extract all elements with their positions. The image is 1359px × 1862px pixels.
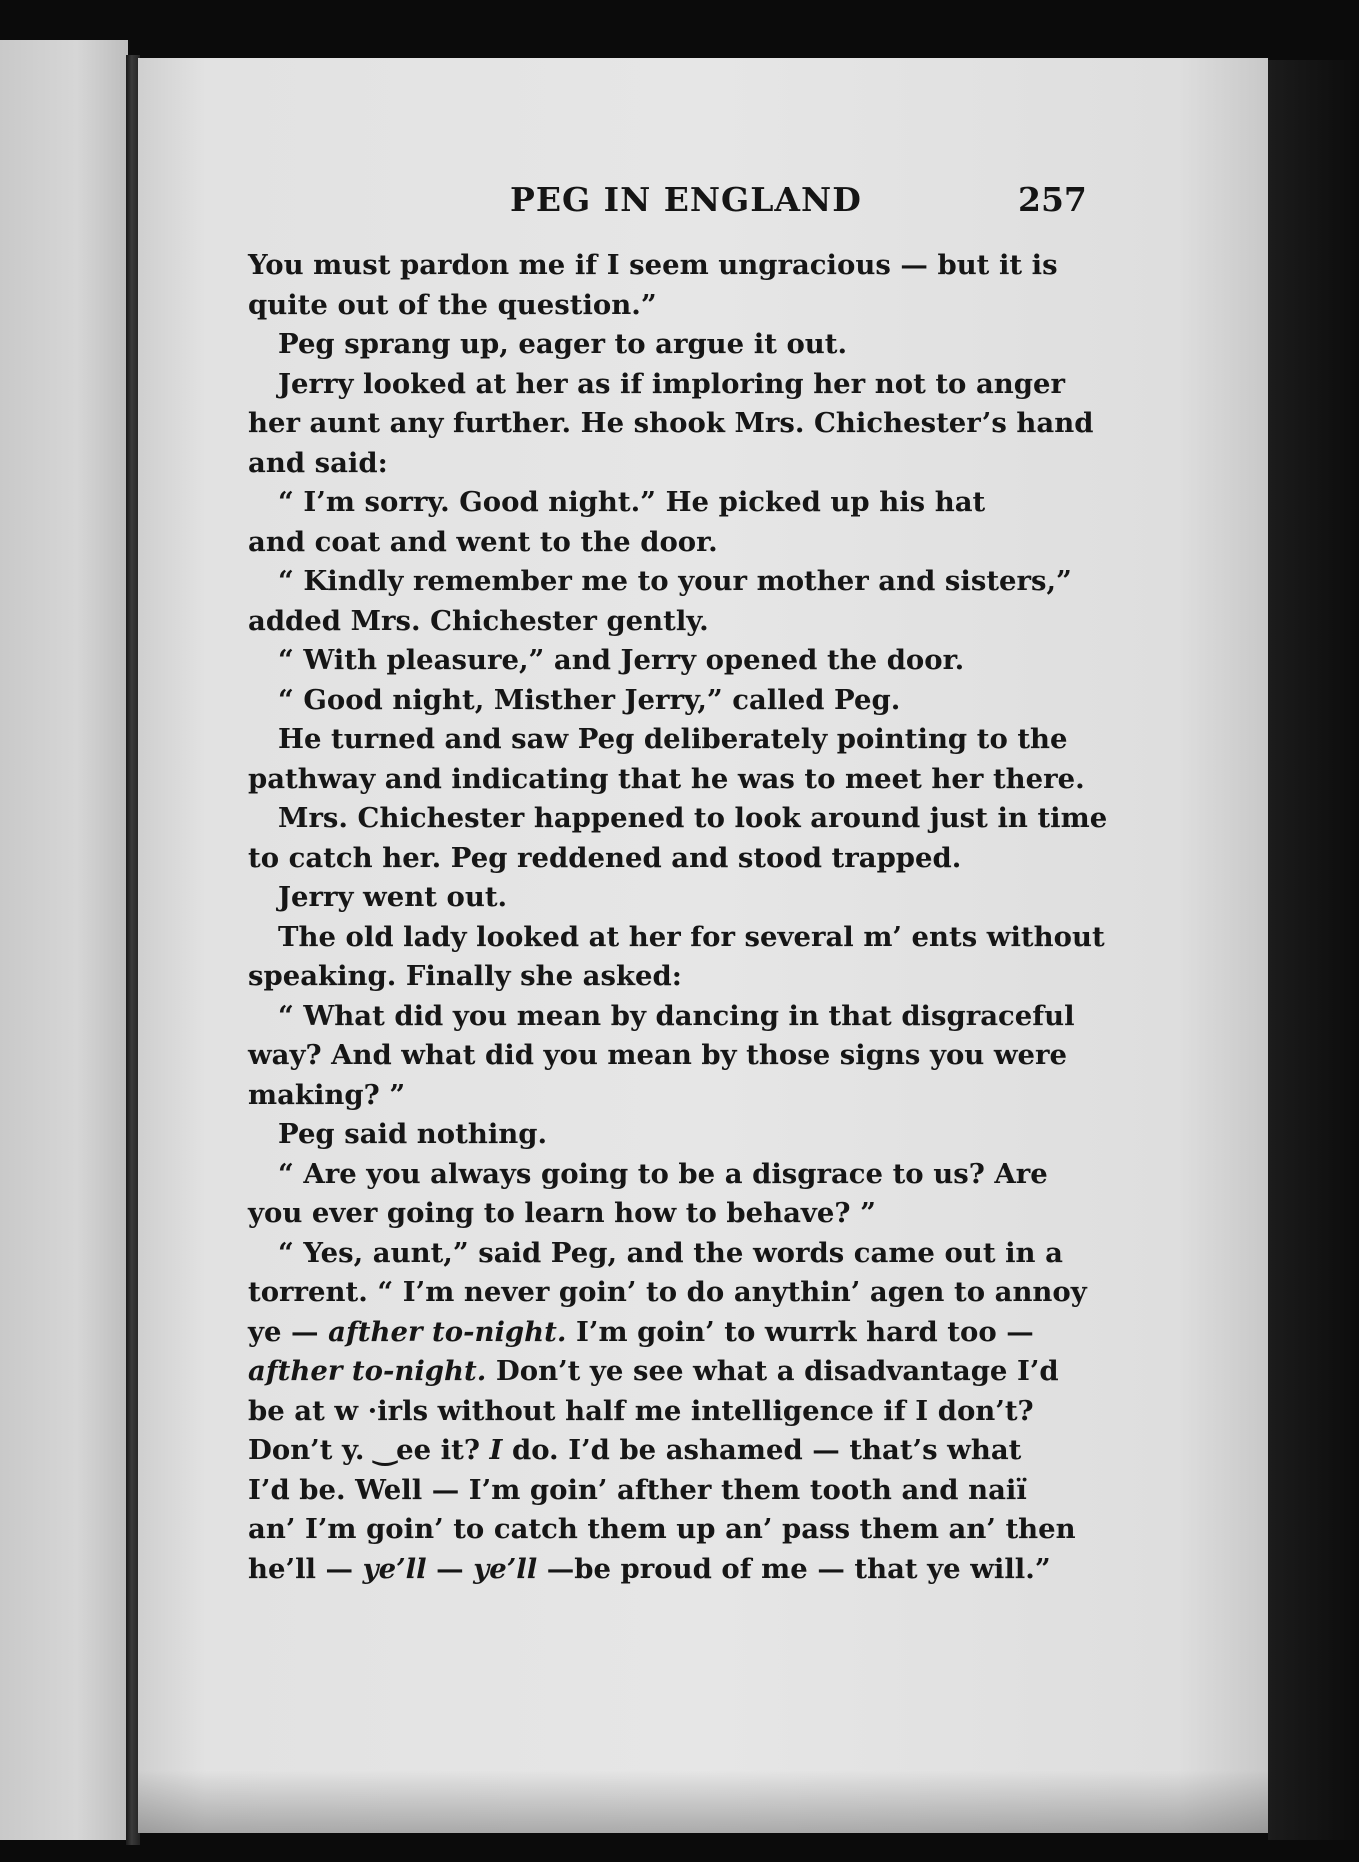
text-line: You must pardon me if I seem ungracious — but it is — [248, 249, 1058, 281]
italic-text: I — [489, 1434, 503, 1466]
text-line: “ Good night, Misther Jerry,” called Peg. — [278, 683, 901, 716]
book-cover-edge — [1268, 60, 1359, 1840]
text-line — [248, 1550, 1108, 1590]
text-line: “ Yes, aunt,” said Peg, and the words came out in a — [278, 1236, 1063, 1269]
text-run: — — [426, 1552, 474, 1585]
page-bottom-shadow — [138, 1770, 1268, 1833]
running-head: PEG IN ENGLAND — [510, 180, 862, 219]
text-line: way? And what did you mean by those signs you were — [248, 1039, 1068, 1071]
text-run: he’ll — — [248, 1552, 363, 1585]
text-line: to catch her. Peg reddened and stood trapped. — [248, 841, 962, 874]
body-text — [248, 246, 1108, 1589]
italic-text: ye’ll — [362, 1552, 427, 1585]
text-run: —be proud of me — that ye will.” — [537, 1552, 1051, 1585]
text-line: Jerry looked at her as if imploring her not to anger — [278, 367, 1065, 400]
text-line: “ Kindly remember me to your mother and sisters,” — [278, 565, 1072, 597]
text-line — [248, 1313, 1108, 1353]
text-run: Don’t y. ‿ee it? — [248, 1434, 490, 1466]
text-run: ye — — [248, 1315, 329, 1348]
text-line: making? ” — [248, 1078, 406, 1111]
text-line: torrent. “ I’m never goin’ to do anythin’ agen to annoy — [248, 1276, 1087, 1308]
text-line — [248, 1431, 1108, 1471]
text-line: her aunt any further. He shook Mrs. Chichester’s hand — [248, 407, 1094, 439]
text-line: He turned and saw Peg deliberately pointing to the — [278, 723, 1068, 755]
italic-text: afther to-night. — [248, 1355, 487, 1387]
text-line: “ Are you always going to be a disgrace to us? Are — [278, 1157, 1048, 1190]
italic-text: afther to-night. — [328, 1315, 567, 1348]
text-line: Peg sprang up, eager to argue it out. — [278, 328, 848, 360]
text-line: and coat and went to the door. — [248, 525, 718, 558]
page-header — [130, 180, 1110, 230]
text-line: Peg said nothing. — [278, 1118, 548, 1150]
text-line: an’ I’m goin’ to catch them up an’ pass them an’ then — [248, 1513, 1076, 1545]
text-line: “ I’m sorry. Good night.” He picked up his hat — [278, 486, 986, 518]
text-line: and said: — [248, 446, 388, 479]
text-line: The old lady looked at her for several m’ ents without — [278, 920, 1105, 953]
text-line: Mrs. Chichester happened to look around just in time — [278, 802, 1108, 834]
text-line: you ever going to learn how to behave? ” — [248, 1197, 876, 1229]
facing-page-edge — [0, 40, 128, 1840]
text-line: added Mrs. Chichester gently. — [248, 604, 709, 637]
text-line: Jerry went out. — [278, 881, 508, 913]
text-line: be at w ·irls without half me intelligence if I don’t? — [248, 1394, 1034, 1427]
italic-text: ye’ll — [473, 1552, 538, 1585]
text-run: I’m goin’ to wurrk hard too — — [566, 1315, 1034, 1348]
text-line: speaking. Finally she asked: — [248, 960, 682, 992]
page-number: 257 — [1018, 180, 1087, 219]
text-line: “ What did you mean by dancing in that disgraceful — [278, 999, 1075, 1032]
text-line: pathway and indicating that he was to meet her there. — [248, 762, 1085, 795]
text-line — [248, 1352, 1108, 1392]
text-line: “ With pleasure,” and Jerry opened the door. — [278, 644, 965, 676]
text-run: Don’t ye see what a disadvantage I’d — [486, 1355, 1059, 1387]
text-line: I’d be. Well — I’m goin’ afther them tooth and naiï — [248, 1473, 1027, 1506]
text-run: do. I’d be ashamed — that’s what — [502, 1434, 1022, 1466]
text-line: quite out of the question.” — [248, 288, 657, 321]
